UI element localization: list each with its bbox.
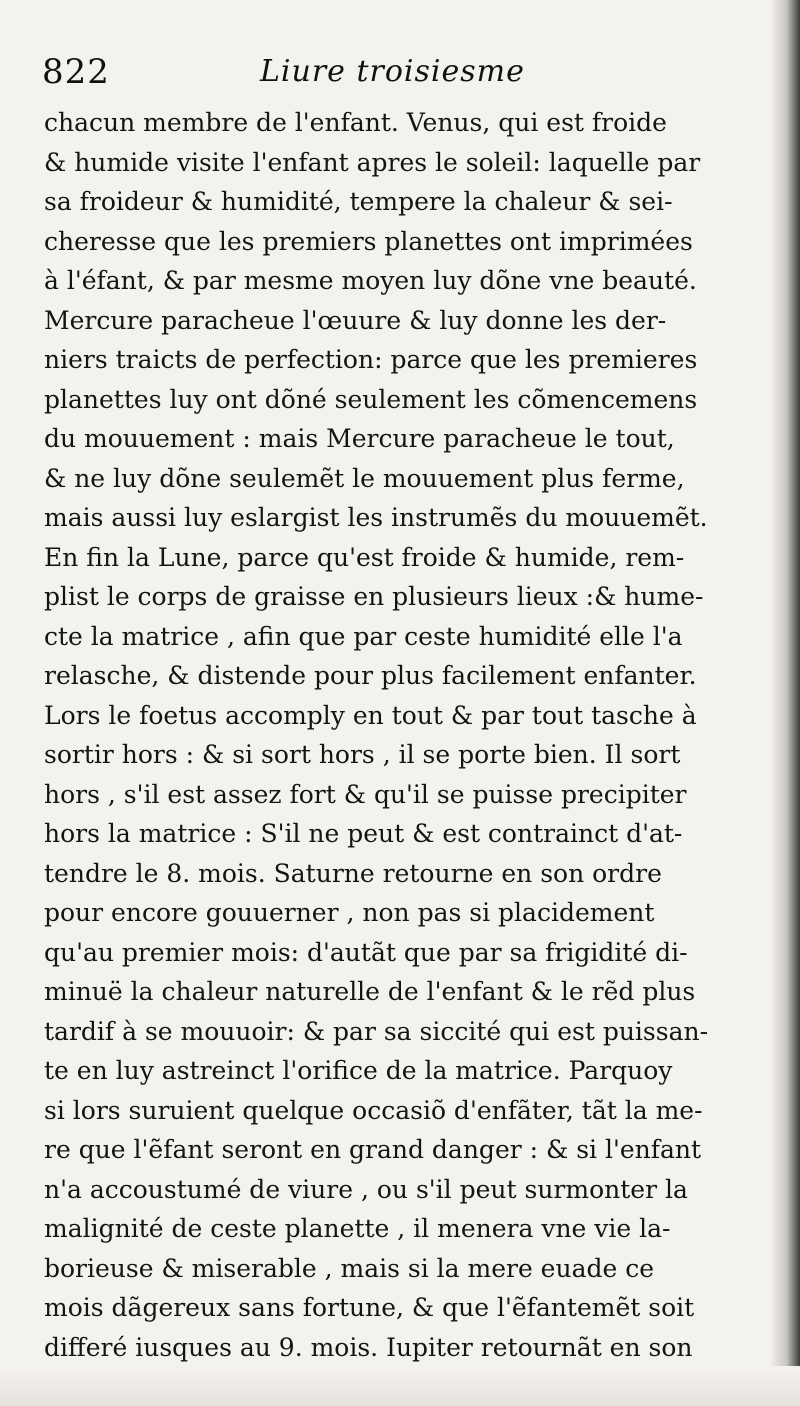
text-line: planettes luy ont dõné seulement les cõmencemens [44,384,698,414]
text-line: minuë la chaleur naturelle de l'enfant & le rẽd plus [44,977,696,1006]
running-head: Liure troisiesme [260,54,525,89]
text-line: & humide visite l'enfant apres le soleil: laquelle par [44,147,701,177]
text-line: hors , s'il est assez fort & qu'il se puisse precipiter [44,779,687,809]
text-line: chacun membre de l'enfant. Venus, qui est froide [44,108,667,137]
page-gutter-shadow [770,0,800,1406]
text-line: & ne luy dõne seulemẽt le mouuement plus ferme, [44,463,685,493]
body-text [44,103,764,1367]
text-line: plist le corps de graisse en plusieurs lieux :& hume- [44,582,704,611]
text-line: borieuse & miserable , mais si la mere euade ce [44,1253,655,1283]
text-line: tendre le 8. mois. Saturne retourne en son ordre [44,858,662,888]
text-line: si lors suruient quelque occasiõ d'enfãter, tãt la me- [44,1095,703,1125]
text-line: En fin la Lune, parce qu'est froide & humide, rem- [44,542,685,572]
text-line: sortir hors : & si sort hors , il se porte bien. Il sort [44,740,681,769]
text-line: mois dãgereux sans fortune, & que l'ẽfantemẽt soit [44,1293,695,1322]
page-bottom-margin [0,1366,800,1406]
text-line: qu'au premier mois: d'autãt que par sa frigidité di- [44,937,688,967]
text-line: re que l'ẽfant seront en grand danger : & si l'enfant [44,1135,702,1164]
text-line: te en luy astreinct l'orifice de la matrice. Parquoy [44,1056,673,1085]
text-line: pour encore gouuerner , non pas si placidement [44,898,655,927]
text-line: niers traicts de perfection: parce que les premieres [44,345,698,374]
text-line: n'a accoustumé de viure , ou s'il peut surmonter la [44,1174,688,1204]
text-line: cheresse que les premiers planettes ont imprimées [44,226,693,256]
text-line: Mercure paracheue l'œuure & luy donne les der- [44,305,667,335]
text-line: cte la matrice , afin que par ceste humidité elle l'a [44,621,683,651]
text-line: du mouuement : mais Mercure paracheue le tout, [44,424,675,453]
text-line: differé iusques au 9. mois. Iupiter retournãt en son [44,1332,693,1362]
page-header [42,52,762,102]
text-line: tardif à se mouuoir: & par sa siccité qui est puissan- [44,1016,709,1046]
text-line: sa froideur & humidité, tempere la chaleur & sei- [44,187,673,216]
text-line: mais aussi luy eslargist les instrumẽs du mouuemẽt. [44,503,708,532]
text-line: relasche, & distende pour plus facilement enfanter. [44,661,697,690]
text-line: à l'éfant, & par mesme moyen luy dõne vne beauté. [44,266,697,295]
text-line: malignité de ceste planette , il menera vne vie la- [44,1214,671,1243]
text-line: Lors le foetus accomply en tout & par tout tasche à [44,700,697,730]
page-number: 822 [42,52,110,92]
text-line: hors la matrice : S'il ne peut & est contrainct d'at- [44,819,683,848]
